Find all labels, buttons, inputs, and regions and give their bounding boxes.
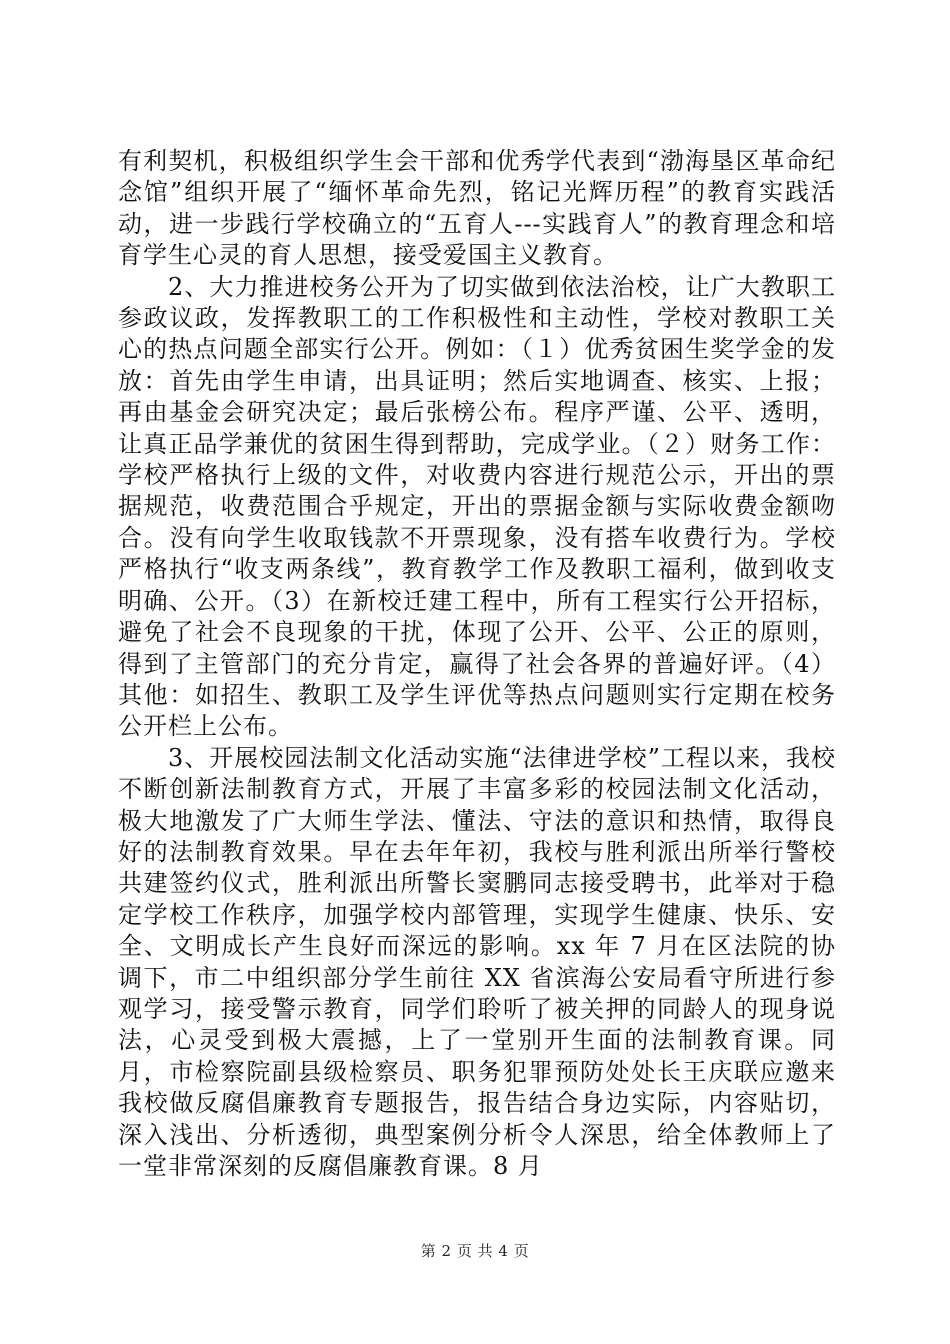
paragraph-legal-culture-activities: 3、开展校园法制文化活动实施“法律进学校”工程以来，我校不断创新法制教育方式，开展了丰富多彩的校园法制文化活动，极大地激发了广大师生学法、懂法、守法的意识和热情，取得良好的法制教育效果。早在去年年初，我校与胜利派出所举行警校共建签约仪式，胜利派出所警长窦鹏同志接受聘书，此举对于稳定学校工作秩序，加强学校内部管理，实现学生健康、快乐、安全、文明成长产生良好而深远的影响。xx 年 7 月在区法院的协调下，市二中组织部分学生前往 XX 省滨海公安局看守所进行参观学习，接受警示教育，同学们聆听了被关押的同龄人的现身说法，心灵受到极大震撼，上了一堂别开生面的法制教育课。同月，市检察院副县级检察员、职务犯罪预防处处长王庆联应邀来我校做反腐倡廉教育专题报告，报告结合身边实际，内容贴切，深入浅出、分析透彻，典型案例分析令人深思，给全体教师上了一堂非常深刻的反腐倡廉教育课。8 月 (118, 743, 836, 1180)
paragraph-school-affairs-openness: 2、大力推进校务公开为了切实做到依法治校，让广大教职工参政议政，发挥教职工的工作积极性和主动性，学校对教职工关心的热点问题全部实行公开。例如：（１）优秀贫困生奖学金的发放：首先由学生申请，出具证明；然后实地调查、核实、上报；再由基金会研究决定；最后张榜公布。程序严谨、公平、透明，让真正品学兼优的贫困生得到帮助，完成学业。（２）财务工作：学校严格执行上级的文件，对收费内容进行规范公示，开出的票据规范，收费范围合乎规定，开出的票据金额与实际收费金额吻合。没有向学生收取钱款不开票现象，没有搭车收费行为。学校严格执行“收支两条线”，教育教学工作及教职工福利，做到收支明确、公开。（3）在新校迁建工程中，所有工程实行公开招标，避免了社会不良现象的干扰，体现了公开、公平、公正的原则，得到了主管部门的充分肯定，赢得了社会各界的普遍好评。（4）其他：如招生、教职工及学生评优等热点问题则实行定期在校务公开栏上公布。 (118, 272, 836, 741)
body-text (118, 146, 836, 1182)
page-footer: 第 2 页 共 4 页 (420, 1242, 530, 1260)
paragraph-continuation: 有利契机，积极组织学生会干部和优秀学代表到“渤海垦区革命纪念馆”组织开展了“缅怀革命先烈，铭记光辉历程”的教育实践活动，进一步践行学校确立的“五育人---实践育人”的教育理念和培育学生心灵的育人思想，接受爱国主义教育。 (118, 147, 836, 270)
